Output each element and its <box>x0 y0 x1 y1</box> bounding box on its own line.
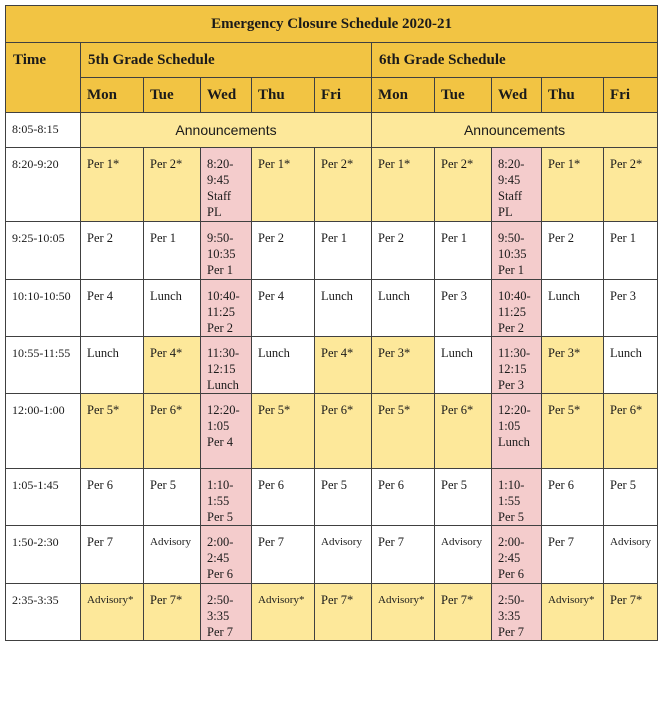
grade6-fri-cell: Per 1 <box>604 222 658 280</box>
time-slot: 2:35-3:35 <box>6 584 81 641</box>
grade5-mon-cell: Per 2 <box>81 222 144 280</box>
grade6-wed-cell: 9:50- 10:35 Per 1 <box>492 222 542 280</box>
grade5-tue-cell: Lunch <box>144 280 201 337</box>
time-slot: 8:20-9:20 <box>6 148 81 222</box>
grade5-tue-cell: Per 6* <box>144 394 201 469</box>
grade6-thu-cell: Advisory* <box>542 584 604 641</box>
grade6-wed-cell: 12:20- 1:05 Lunch <box>492 394 542 469</box>
grade6-mon-cell: Per 6 <box>372 469 435 526</box>
grade6-wed-cell: 11:30- 12:15 Per 3 <box>492 337 542 394</box>
grade5-thu-cell: Per 7 <box>252 526 315 584</box>
grade5-wed-cell: 11:30- 12:15 Lunch <box>201 337 252 394</box>
grade6-tue-cell: Per 1 <box>435 222 492 280</box>
time-column-header: Time <box>6 43 81 113</box>
grade5-mon-cell: Per 4 <box>81 280 144 337</box>
grade6-fri-cell: Per 7* <box>604 584 658 641</box>
grade6-mon-cell: Advisory* <box>372 584 435 641</box>
schedule-row <box>6 526 658 584</box>
schedule-row <box>6 469 658 526</box>
grade6-thu-cell: Per 1* <box>542 148 604 222</box>
grade6-tue-cell: Lunch <box>435 337 492 394</box>
grade6-thu-cell: Lunch <box>542 280 604 337</box>
announcement-time: 8:05-8:15 <box>6 113 81 148</box>
schedule-row <box>6 584 658 641</box>
grade6-fri-cell: Lunch <box>604 337 658 394</box>
grade6-day-header-thu: Thu <box>542 78 604 113</box>
grade6-tue-cell: Per 7* <box>435 584 492 641</box>
grade5-tue-cell: Per 7* <box>144 584 201 641</box>
grade6-mon-cell: Per 5* <box>372 394 435 469</box>
grade6-wed-cell: 2:00- 2:45 Per 6 <box>492 526 542 584</box>
grade6-fri-cell: Per 2* <box>604 148 658 222</box>
grade5-fri-cell: Per 1 <box>315 222 372 280</box>
time-slot: 10:55-11:55 <box>6 337 81 394</box>
grade5-day-header-tue: Tue <box>144 78 201 113</box>
grade5-wed-cell: 2:00- 2:45 Per 6 <box>201 526 252 584</box>
time-slot: 1:05-1:45 <box>6 469 81 526</box>
grade5-tue-cell: Per 4* <box>144 337 201 394</box>
grade5-wed-cell: 10:40- 11:25 Per 2 <box>201 280 252 337</box>
grade5-mon-cell: Per 5* <box>81 394 144 469</box>
grade5-mon-cell: Per 6 <box>81 469 144 526</box>
grade6-day-header-fri: Fri <box>604 78 658 113</box>
grade5-day-header-thu: Thu <box>252 78 315 113</box>
grade5-thu-cell: Per 5* <box>252 394 315 469</box>
grade5-tue-cell: Per 1 <box>144 222 201 280</box>
grade6-fri-cell: Per 5 <box>604 469 658 526</box>
grade6-wed-cell: 8:20- 9:45 Staff PL <box>492 148 542 222</box>
grade5-wed-cell: 9:50- 10:35 Per 1 <box>201 222 252 280</box>
grade6-wed-cell: 1:10- 1:55 Per 5 <box>492 469 542 526</box>
grade6-thu-cell: Per 6 <box>542 469 604 526</box>
grade6-tue-cell: Per 6* <box>435 394 492 469</box>
grade6-tue-cell: Advisory <box>435 526 492 584</box>
grade6-day-header-mon: Mon <box>372 78 435 113</box>
grade5-thu-cell: Per 1* <box>252 148 315 222</box>
grade5-fri-cell: Per 7* <box>315 584 372 641</box>
schedule-row <box>6 280 658 337</box>
grade6-mon-cell: Per 2 <box>372 222 435 280</box>
grade6-thu-cell: Per 7 <box>542 526 604 584</box>
grade5-fri-cell: Per 2* <box>315 148 372 222</box>
grade5-thu-cell: Per 4 <box>252 280 315 337</box>
grade5-wed-cell: 12:20- 1:05 Per 4 <box>201 394 252 469</box>
grade5-thu-cell: Lunch <box>252 337 315 394</box>
grade5-fri-cell: Lunch <box>315 280 372 337</box>
grade6-mon-cell: Per 3* <box>372 337 435 394</box>
grade6-day-header-tue: Tue <box>435 78 492 113</box>
time-slot: 9:25-10:05 <box>6 222 81 280</box>
grade5-schedule-header: 5th Grade Schedule <box>81 43 372 78</box>
grade5-wed-cell: 2:50- 3:35 Per 7 <box>201 584 252 641</box>
grade6-fri-cell: Advisory <box>604 526 658 584</box>
schedule-table <box>5 5 658 641</box>
grade5-fri-cell: Per 6* <box>315 394 372 469</box>
schedule-row <box>6 148 658 222</box>
schedule-row <box>6 394 658 469</box>
grade5-thu-cell: Per 6 <box>252 469 315 526</box>
grade6-wed-cell: 10:40- 11:25 Per 2 <box>492 280 542 337</box>
grade6-tue-cell: Per 2* <box>435 148 492 222</box>
grade6-fri-cell: Per 6* <box>604 394 658 469</box>
grade6-tue-cell: Per 3 <box>435 280 492 337</box>
grade5-tue-cell: Per 5 <box>144 469 201 526</box>
grade6-thu-cell: Per 2 <box>542 222 604 280</box>
grade6-mon-cell: Per 1* <box>372 148 435 222</box>
time-slot: 10:10-10:50 <box>6 280 81 337</box>
schedule-row <box>6 222 658 280</box>
grade5-thu-cell: Advisory* <box>252 584 315 641</box>
time-slot: 1:50-2:30 <box>6 526 81 584</box>
grade5-day-header-mon: Mon <box>81 78 144 113</box>
grade5-wed-cell: 1:10- 1:55 Per 5 <box>201 469 252 526</box>
grade5-mon-cell: Lunch <box>81 337 144 394</box>
grade6-mon-cell: Per 7 <box>372 526 435 584</box>
grade5-thu-cell: Per 2 <box>252 222 315 280</box>
schedule-row <box>6 337 658 394</box>
grade6-day-header-wed: Wed <box>492 78 542 113</box>
grade5-fri-cell: Per 5 <box>315 469 372 526</box>
grade5-announcements: Announcements <box>81 113 372 148</box>
grade5-day-header-fri: Fri <box>315 78 372 113</box>
grade6-thu-cell: Per 5* <box>542 394 604 469</box>
grade6-thu-cell: Per 3* <box>542 337 604 394</box>
grade6-announcements: Announcements <box>372 113 658 148</box>
time-slot: 12:00-1:00 <box>6 394 81 469</box>
grade5-mon-cell: Per 7 <box>81 526 144 584</box>
grade5-day-header-wed: Wed <box>201 78 252 113</box>
grade6-fri-cell: Per 3 <box>604 280 658 337</box>
grade6-wed-cell: 2:50- 3:35 Per 7 <box>492 584 542 641</box>
grade5-wed-cell: 8:20- 9:45 Staff PL <box>201 148 252 222</box>
grade5-fri-cell: Per 4* <box>315 337 372 394</box>
grade5-mon-cell: Advisory* <box>81 584 144 641</box>
grade5-tue-cell: Per 2* <box>144 148 201 222</box>
grade6-mon-cell: Lunch <box>372 280 435 337</box>
grade5-mon-cell: Per 1* <box>81 148 144 222</box>
grade6-tue-cell: Per 5 <box>435 469 492 526</box>
schedule-title: Emergency Closure Schedule 2020-21 <box>6 6 658 43</box>
grade5-tue-cell: Advisory <box>144 526 201 584</box>
grade6-schedule-header: 6th Grade Schedule <box>372 43 658 78</box>
grade5-fri-cell: Advisory <box>315 526 372 584</box>
